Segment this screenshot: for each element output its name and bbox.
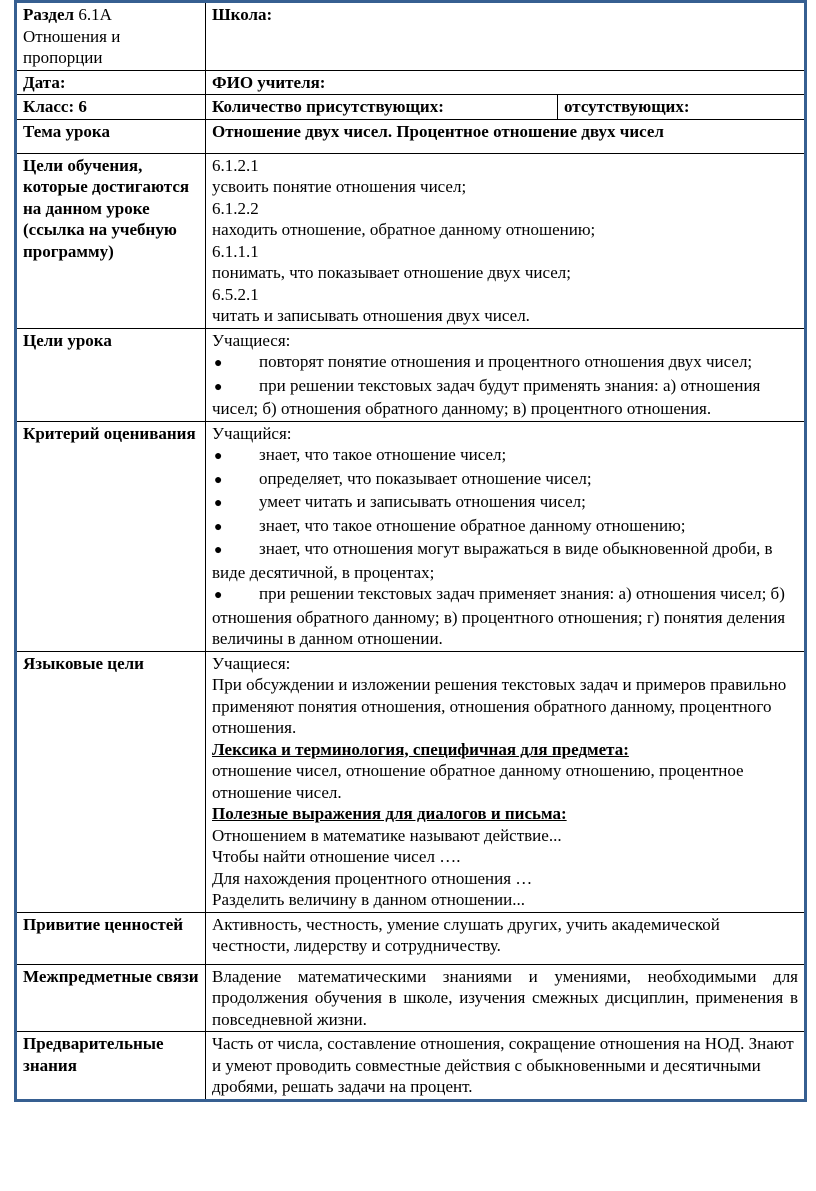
school-label: Школа: — [212, 5, 273, 24]
row-date — [16, 70, 806, 95]
vocab-heading: Лексика и терминология, специфичная для предмета: — [212, 739, 629, 759]
learning-goal-line: 6.1.2.2 — [212, 198, 259, 218]
cross-subject-value-cell — [206, 964, 806, 1032]
section-value: 6.1А Отношения и пропорции — [23, 5, 121, 67]
phrases-heading: Полезные выражения для диалогов и письма: — [212, 804, 567, 823]
learning-goal-line: находить отношение, обратное данному отношению; — [212, 220, 596, 239]
list-item: ● умеет читать и записывать отношения чисел; — [212, 491, 798, 515]
lesson-goals-label-cell — [16, 328, 206, 421]
list-item: ● при решении текстовых задач применяет знания: а) отношения чисел; б) отношения обратного данному; в) процентного отношения; г) понятия деления величины в данном отношении. — [212, 584, 786, 648]
prior-knowledge-value-cell — [206, 1032, 806, 1101]
values-value-cell — [206, 912, 806, 964]
vocab-text: отношение чисел, отношение обратное данному отношению, процентное отношение чисел. — [212, 761, 744, 802]
bullet-icon: ● — [214, 449, 223, 464]
bullet-icon: ● — [214, 496, 223, 511]
row-criteria — [16, 421, 806, 651]
bullet-icon: ● — [214, 519, 223, 535]
phrase-line: Чтобы найти отношение чисел …. — [212, 847, 461, 866]
class-label: Класс: 6 — [23, 97, 87, 116]
date-label: Дата: — [23, 72, 66, 92]
learning-goals-label: Цели обучения, которые достигаются на данном уроке (ссылка на учебную программу) — [23, 155, 190, 261]
prior-knowledge-label: Предварительные знания — [23, 1034, 164, 1075]
lesson-goals-intro: Учащиеся: — [212, 330, 291, 350]
row-section — [16, 2, 806, 71]
row-cross-subject — [16, 964, 806, 1032]
values-label-cell — [16, 912, 206, 964]
topic-value: Отношение двух чисел. Процентное отношение двух чисел — [212, 121, 664, 141]
lesson-plan-table — [14, 0, 807, 1102]
row-topic — [16, 119, 806, 153]
language-goals-value-cell — [206, 651, 806, 912]
list-item: ● знает, что такое отношение чисел; — [212, 444, 798, 468]
topic-value-cell — [206, 119, 806, 153]
language-goals-label: Языковые цели — [23, 653, 144, 673]
learning-goals-value-cell — [206, 153, 806, 328]
row-lesson-goals — [16, 328, 806, 421]
learning-goal-line: 6.5.2.1 — [212, 284, 259, 304]
list-item: ● знает, что такое отношение обратное данному отношению; — [212, 515, 798, 539]
teacher-label: ФИО учителя: — [212, 72, 326, 92]
date-cell — [16, 70, 206, 95]
row-learning-goals — [16, 153, 806, 328]
language-goals-label-cell — [16, 651, 206, 912]
bullet-icon: ● — [214, 472, 223, 488]
phrase-line: Отношением в математике называют действие... — [212, 825, 562, 845]
phrase-line: Разделить величину в данном отношении... — [212, 890, 525, 909]
learning-goal-line: понимать, что показывает отношение двух чисел; — [212, 263, 572, 282]
language-goals-intro: Учащиеся: — [212, 653, 291, 673]
teacher-cell — [206, 70, 806, 95]
section-cell — [16, 2, 206, 71]
class-cell — [16, 95, 206, 120]
list-item: ● при решении текстовых задач будут применять знания: а) отношения чисел; б) отношения обратного данному; в) процентного отношения. — [212, 375, 761, 418]
phrase-line: Для нахождения процентного отношения … — [212, 868, 533, 888]
learning-goal-line: 6.1.2.1 — [212, 155, 259, 175]
section-label: Раздел — [23, 5, 75, 24]
present-label: Количество присутствующих: — [212, 97, 444, 116]
list-item: ● определяет, что показывает отношение чисел; — [212, 468, 798, 492]
bullet-icon: ● — [214, 356, 223, 371]
cross-subject-label-cell — [16, 964, 206, 1032]
topic-label: Тема урока — [23, 121, 110, 141]
criteria-label-cell — [16, 421, 206, 651]
values-text: Активность, честность, умение слушать других, учить академической честности, лидерству и сотрудничеству. — [212, 914, 720, 955]
row-language-goals — [16, 651, 806, 912]
row-values — [16, 912, 806, 964]
bullet-icon: ● — [214, 543, 223, 558]
lesson-goals-label: Цели урока — [23, 330, 112, 350]
lesson-plan-page — [14, 0, 804, 1102]
list-item: ● знает, что отношения могут выражаться в виде обыкновенной дроби, в виде десятичной, в процентах; — [212, 539, 773, 582]
absent-label: отсутствующих: — [564, 97, 690, 116]
list-item: ● повторят понятие отношения и процентного отношения двух чисел; — [212, 351, 798, 375]
learning-goal-line: 6.1.1.1 — [212, 241, 259, 261]
cross-subject-text: Владение математическими знаниями и умениями, необходимыми для продолжения обучения в школе, изучения смежных дисциплин, применения в повседневной жизни. — [212, 966, 798, 1029]
absent-cell — [558, 95, 806, 120]
criteria-label: Критерий оценивания — [23, 423, 196, 443]
bullet-icon: ● — [214, 588, 223, 603]
learning-goal-line: усвоить понятие отношения чисел; — [212, 177, 467, 196]
criteria-value-cell — [206, 421, 806, 651]
lesson-goals-value-cell — [206, 328, 806, 421]
row-prior-knowledge — [16, 1032, 806, 1101]
prior-knowledge-text: Часть от числа, составление отношения, сокращение отношения на НОД. Знают и умеют проводить совместные действия с обыкновенными и десятичными дробями, решать задачи на процент. — [212, 1034, 794, 1096]
row-class — [16, 95, 806, 120]
present-cell — [206, 95, 558, 120]
bullet-icon: ● — [214, 379, 223, 395]
learning-goals-label-cell — [16, 153, 206, 328]
school-cell — [206, 2, 806, 71]
language-goals-text: При обсуждении и изложении решения текстовых задач и примеров правильно применяют понятия отношения, отношения обратного данному, процентного отношения. — [212, 675, 787, 737]
cross-subject-label: Межпредметные связи — [23, 966, 199, 986]
learning-goal-line: читать и записывать отношения двух чисел. — [212, 306, 530, 325]
prior-knowledge-label-cell — [16, 1032, 206, 1101]
values-label: Привитие ценностей — [23, 914, 184, 934]
topic-label-cell — [16, 119, 206, 153]
criteria-intro: Учащийся: — [212, 423, 292, 443]
